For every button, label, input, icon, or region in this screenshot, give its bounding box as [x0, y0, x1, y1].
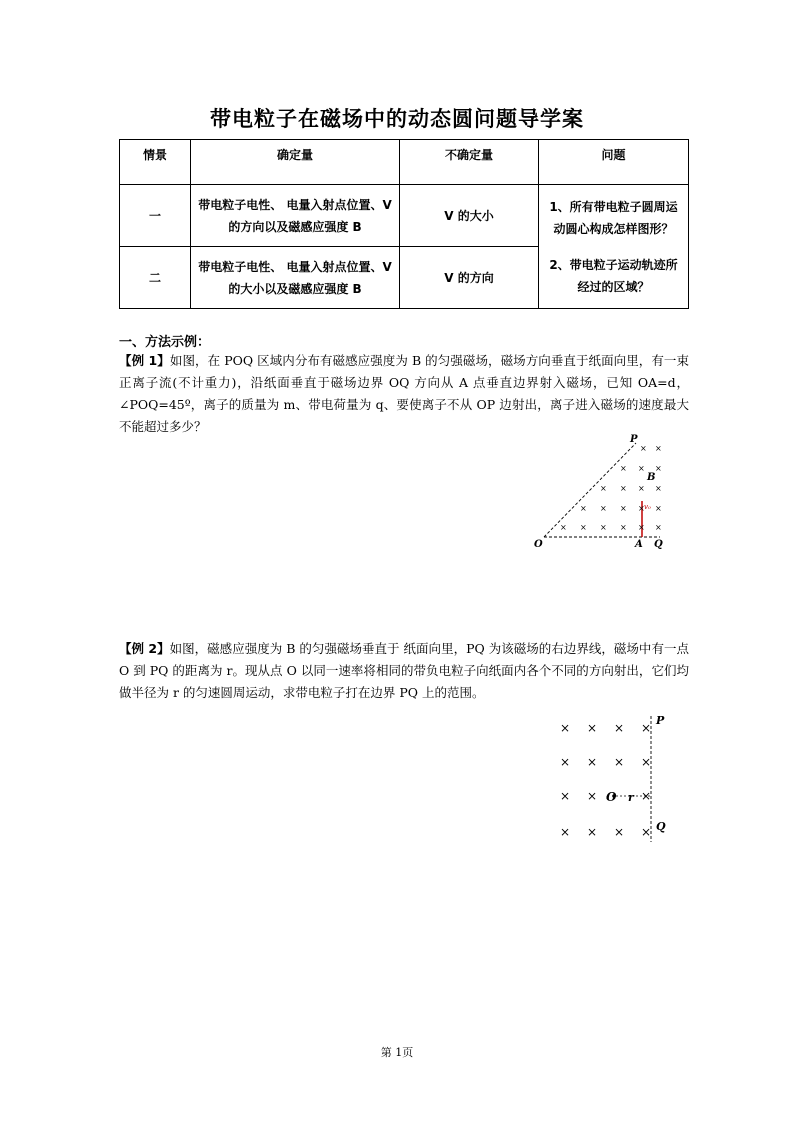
label-q: Q: [654, 539, 663, 550]
question-cell: [539, 185, 689, 309]
cross-mark: ×: [560, 755, 571, 769]
field-marks: [560, 444, 662, 532]
page-footer: 第 1页: [380, 1046, 414, 1059]
cross-mark: ×: [587, 789, 598, 803]
cross-mark: ×: [587, 825, 598, 839]
label-v0: v₀: [644, 503, 651, 511]
cross-mark: ×: [560, 523, 567, 532]
cross-mark: ×: [560, 721, 571, 735]
cross-mark: ×: [614, 755, 625, 769]
cross-mark: ×: [560, 789, 571, 803]
cross-mark: ×: [641, 789, 652, 803]
case-cell: 一: [120, 185, 191, 247]
example-2-text: 如图，磁感应强度为 B 的匀强磁场垂直于 纸面向里，PQ 为该磁场的右边界线，磁场中有一点 O 到 PQ 的距离为 r。现从点 O 以同一速率将相同的带负电粒子向纸面内各个不同的方向射出，它们均做半径为 r 的匀速圆周运动，求带电粒子打在边界 PQ 上的范围。: [119, 641, 689, 700]
question-2: 2、带电粒子运动轨迹所经过的区域？: [549, 257, 678, 294]
case-cell: 二: [120, 247, 191, 309]
example-2-figure: [548, 712, 678, 847]
cross-mark: ×: [580, 523, 587, 532]
cross-mark: ×: [655, 484, 662, 493]
cross-mark: ×: [638, 523, 645, 532]
cross-mark: ×: [641, 825, 652, 839]
cross-mark: ×: [638, 484, 645, 493]
section-heading: 一、方法示例：: [119, 335, 211, 350]
cross-mark: ×: [580, 504, 587, 513]
col-header-case: 情景: [120, 140, 191, 185]
page-title: 带电粒子在磁场中的动态圆问题导学案: [210, 107, 584, 131]
cross-mark: ×: [641, 721, 652, 735]
known-cell: 带电粒子电性、 电量入射点位置、V 的大小以及磁感应强度 B: [191, 247, 400, 309]
cross-mark: ×: [614, 825, 625, 839]
cross-mark: ×: [655, 464, 662, 473]
cross-mark: ×: [655, 444, 662, 453]
label-b: B: [647, 472, 656, 483]
cross-mark: ×: [638, 504, 645, 513]
label-a: A: [635, 539, 643, 550]
cross-mark: ×: [641, 755, 652, 769]
overview-table: [119, 139, 689, 309]
cross-mark: ×: [620, 464, 627, 473]
table-row: [120, 185, 689, 247]
cross-mark: ×: [620, 484, 627, 493]
col-header-question: 问题: [539, 140, 689, 185]
cross-mark: ×: [655, 523, 662, 532]
cross-mark: ×: [587, 755, 598, 769]
label-p: P: [656, 714, 665, 727]
cross-mark: ×: [638, 464, 645, 473]
label-o: O: [534, 539, 543, 550]
label-p: P: [630, 434, 638, 445]
cross-mark: ×: [614, 721, 625, 735]
field-marks: [560, 721, 651, 839]
example-2: [119, 638, 689, 704]
cross-mark: ×: [587, 721, 598, 735]
cross-mark: ×: [600, 484, 607, 493]
cross-mark: ×: [620, 523, 627, 532]
example-1: [119, 350, 689, 438]
table-header-row: [120, 140, 689, 185]
cross-mark: ×: [560, 825, 571, 839]
example-1-label: 【例 1】: [119, 353, 170, 368]
cross-mark: ×: [600, 523, 607, 532]
example-1-figure: [530, 433, 670, 553]
col-header-unknown: 不确定量: [400, 140, 539, 185]
known-cell: 带电粒子电性、 电量入射点位置、V 的方向以及磁感应强度 B: [191, 185, 400, 247]
example-1-text: 如图，在 POQ 区域内分布有磁感应强度为 B 的匀强磁场，磁场方向垂直于纸面向里，有一束正离子流(不计重力)，沿纸面垂直于磁场边界 OQ 方向从 A 点垂直边界射入磁场，已知 OA=d，∠POQ=45º，离子的质量为 m、带电荷量为 q、要使离子不从 OP 边射出，离子进入磁场的速度最大不能超过多少？: [119, 353, 689, 434]
cross-mark: ×: [600, 504, 607, 513]
cross-mark: ×: [620, 504, 627, 513]
label-r: r: [628, 791, 634, 804]
question-1: 1、所有带电粒子圆周运动圆心构成怎样图形？: [549, 199, 678, 236]
label-q: Q: [656, 820, 666, 833]
cross-mark: ×: [655, 504, 662, 513]
cross-mark: ×: [640, 444, 647, 453]
unknown-cell: V 的方向: [400, 247, 539, 309]
example-2-label: 【例 2】: [119, 641, 170, 656]
unknown-cell: V 的大小: [400, 185, 539, 247]
label-o: O: [606, 790, 617, 804]
col-header-known: 确定量: [191, 140, 400, 185]
